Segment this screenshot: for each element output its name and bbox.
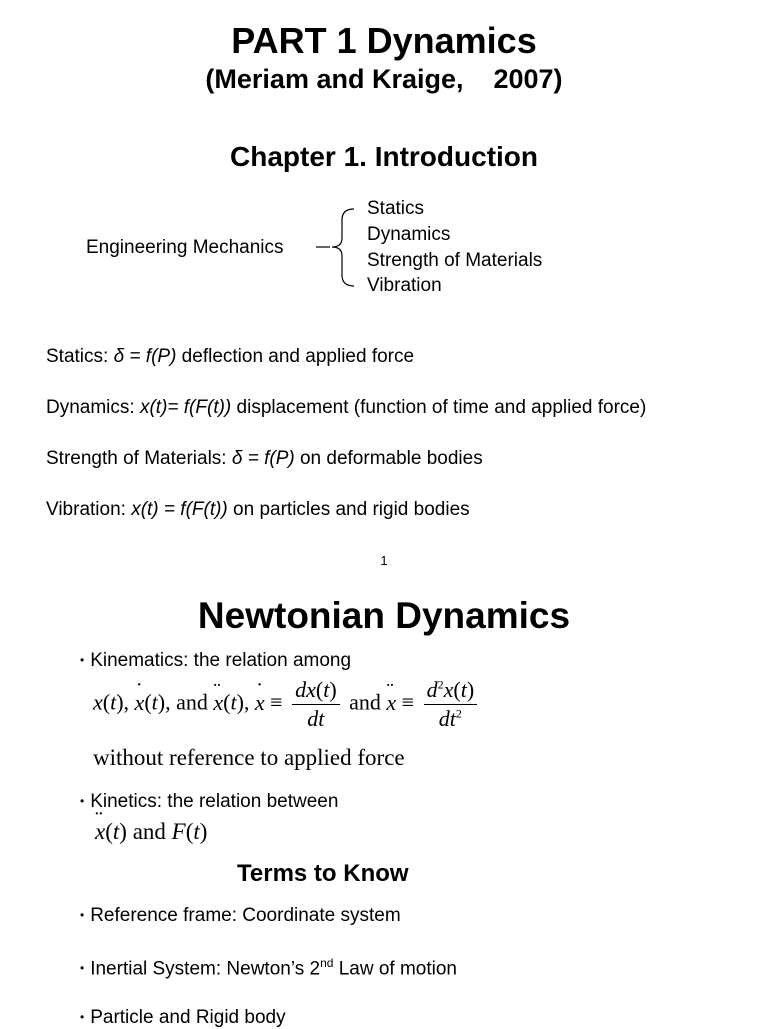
branch-statics: Statics <box>367 198 425 219</box>
branch-vibration: Vibration <box>367 275 442 296</box>
slide2-title: Newtonian Dynamics <box>197 595 571 636</box>
page-number: 1 <box>380 553 388 568</box>
dynamics-formula: x(t)= f(F(t)) <box>139 397 232 418</box>
term-particle-rigid-body: • Particle and Rigid body <box>80 1007 286 1028</box>
brace-icon <box>312 200 372 295</box>
bullet-kinetics: • Kinetics: the relation between <box>80 791 339 812</box>
terms-heading: Terms to Know <box>237 860 409 887</box>
branch-strength: Strength of Materials <box>367 250 543 271</box>
bullet-kinematics: • Kinematics: the relation among <box>80 650 352 671</box>
statics-line: Statics: δ = f(P) deflection and applied force <box>46 346 415 367</box>
term-inertial-system: • Inertial System: Newton’s 2nd Law of motion <box>80 956 457 980</box>
vibration-line: Vibration: x(t) = f(F(t)) on particles and rigid bodies <box>46 499 470 520</box>
kinetics-equation: ¨ x(t) and F(t) <box>95 819 207 845</box>
root-label: Engineering Mechanics <box>86 237 284 258</box>
without-reference-text: without reference to applied force <box>93 745 405 770</box>
dynamics-line: Dynamics: x(t)= f(F(t)) displacement (function of time and applied force) <box>46 397 647 418</box>
strength-line: Strength of Materials: δ = f(P) on deformable bodies <box>46 448 483 469</box>
statics-formula: δ = f(P) <box>113 346 177 367</box>
page-subtitle: (Meriam and Kraige, 2007) <box>205 64 563 94</box>
branch-dynamics: Dynamics <box>367 224 451 245</box>
chapter-heading: Chapter 1. Introduction <box>230 141 538 172</box>
kinematics-equation: x(t), ˙ x(t), and ¨ x(t), ˙ x ≡ $\frac{dx(t)}{dt}$ and ¨ x ≡ $\frac{d^2x(t)}{dt^2}$ <box>93 677 481 732</box>
vibration-formula: x(t) = f(F(t)) <box>131 499 228 520</box>
strength-formula: δ = f(P) <box>231 448 295 469</box>
term-reference-frame: • Reference frame: Coordinate system <box>80 905 401 926</box>
page-title: PART 1 Dynamics <box>231 20 537 61</box>
